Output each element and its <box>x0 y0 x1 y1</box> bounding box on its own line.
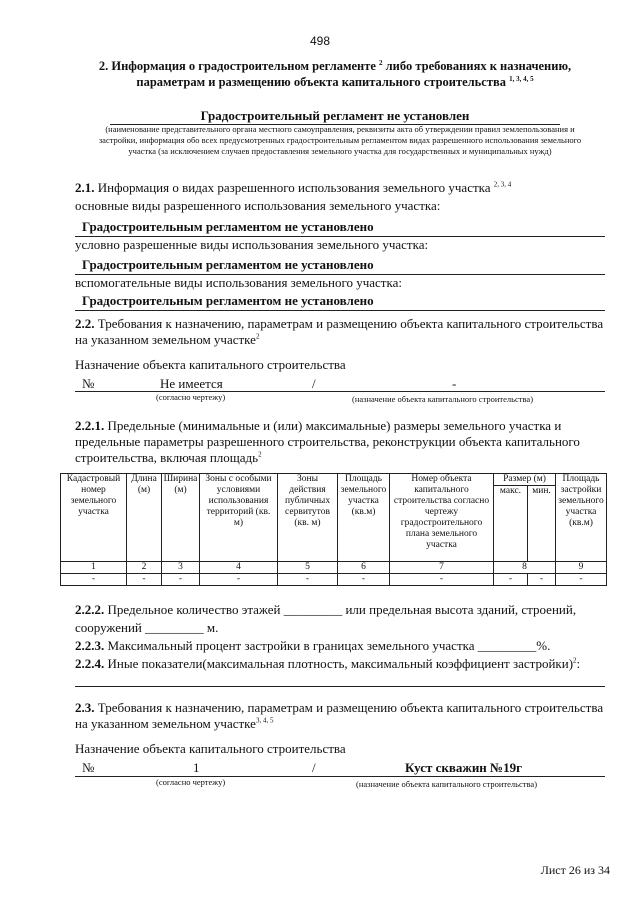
idx-cell: 7 <box>390 562 494 574</box>
section-2-2-4-text: Иные показатели(максимальная плотность, максимальный коэффициент застройки) <box>104 656 574 671</box>
auxiliary-uses-underline <box>75 310 605 311</box>
s23-purpose-underline <box>75 776 605 777</box>
idx-cell: 5 <box>278 562 338 574</box>
value-cell: - <box>528 574 556 586</box>
s23-note-purpose: (назначение объекта капитального строительства) <box>356 779 538 789</box>
section-2-3-sup: 3, 4, 5 <box>255 716 274 725</box>
section-2-2-1-num: 2.2.1. <box>75 418 105 433</box>
main-uses-label: основные виды разрешенного использования земельного участка: <box>75 198 441 213</box>
th-area: Площадь земельного участка (кв.м) <box>338 474 390 562</box>
value-cell: - <box>162 574 200 586</box>
s22-purpose-underline <box>75 391 605 392</box>
auxiliary-uses-value: Градостроительным регламентом не установлено <box>82 293 374 308</box>
s23-note-drawing: (согласно чертежу) <box>156 777 226 787</box>
th-zones: Зоны с особыми условиями использования территорий (кв. м) <box>200 474 278 562</box>
s22-purpose-label: Назначение объекта капитального строительства <box>75 357 346 372</box>
section-2-2-text1: Требования к назначению, параметрам и размещению объекта капитального строительства <box>94 316 604 331</box>
section-2-1-text: Информация о видах разрешенного использования земельного участка <box>94 180 491 195</box>
th-min: мин. <box>528 486 556 562</box>
section-2-sup1: 2 <box>379 58 383 67</box>
th-cadastral: Кадастровый номер земельного участка <box>61 474 127 562</box>
section-2-sup2: 1, 3, 4, 5 <box>509 74 534 83</box>
parameters-table <box>60 473 607 586</box>
conditional-uses-value: Градостроительным регламентом не установлено <box>82 257 374 272</box>
auxiliary-uses-label: вспомогательные виды использования земельного участка: <box>75 275 402 290</box>
section-2-3-num: 2.3. <box>75 700 95 715</box>
section-2-2-4 <box>75 656 580 672</box>
s23-purpose-value: Куст скважин №19г <box>405 760 523 775</box>
section-2-title-main: 2. Информация о градостроительном регламенте <box>98 59 376 73</box>
section-2-2-2-line2: сооружений _________ м. <box>75 620 219 635</box>
section-2-2-num: 2.2. <box>75 316 95 331</box>
section-2-2-3 <box>75 638 550 654</box>
idx-cell: 8 <box>494 562 556 574</box>
section-2-3-text1: Требования к назначению, параметрам и размещению объекта капитального строительства <box>94 700 604 715</box>
value-cell: - <box>278 574 338 586</box>
section-2-3-text2: на указанном земельном участке <box>75 716 256 731</box>
section-2-2-1-line1-text: Предельные (минимальные и (или) максимальные) размеры земельного участка и <box>104 418 562 433</box>
section-2-1-num: 2.1. <box>75 180 95 195</box>
section-2-2-sup: 2 <box>255 332 260 341</box>
th-easements: Зоны действия публичных сервитутов (кв. м) <box>278 474 338 562</box>
idx-cell: 9 <box>556 562 607 574</box>
idx-cell: 2 <box>127 562 162 574</box>
section-2-2-2-num: 2.2.2. <box>75 602 105 617</box>
section-2-2-4-end: : <box>576 656 581 671</box>
section-2-2-1-line3 <box>75 450 262 466</box>
th-max: макс. <box>494 486 528 562</box>
s22-note-purpose: (назначение объекта капитального строительства) <box>352 394 534 404</box>
th-object-no: Номер объекта капитального строительства согласно чертежу градостроительного плана земельного участка <box>390 474 494 562</box>
idx-cell: 1 <box>61 562 127 574</box>
th-length: Длина (м) <box>127 474 162 562</box>
section-2-2-1-line3-text: строительства, включая площадь <box>75 450 259 465</box>
section-2-2-2-text: Предельное количество этажей _________ или предельная высота зданий, строений, <box>104 602 577 617</box>
th-size: Размер (м) <box>494 474 556 486</box>
section-2-2-2-line1 <box>75 602 576 618</box>
section-2-title <box>90 58 580 90</box>
value-cell: - <box>127 574 162 586</box>
section-2-2-3-text: Максимальный процент застройки в границах земельного участка _________%. <box>104 638 551 653</box>
section-2-2-text2: на указанном земельном участке <box>75 332 256 347</box>
idx-cell: 4 <box>200 562 278 574</box>
th-width: Ширина (м) <box>162 474 200 562</box>
conditional-uses-label: условно разрешенные виды использования земельного участка: <box>75 237 429 252</box>
s22-no-value: Не имеется <box>160 376 223 391</box>
th-built-area: Площадь застройки земельного участка (кв.м) <box>556 474 607 562</box>
section-2-title-rest: либо требованиях к назначению, параметрам и размещению объекта капитального строительства <box>136 59 572 89</box>
s23-no-value: 1 <box>193 760 200 775</box>
section-2-3-line2 <box>75 716 273 732</box>
main-uses-value: Градостроительным регламентом не установлено <box>82 219 374 234</box>
section-2-3-line1 <box>75 700 615 716</box>
s22-note-drawing: (согласно чертежу) <box>156 392 226 402</box>
section-2-2-line1 <box>75 316 615 332</box>
section-2-2-1-line2: предельные параметры разрешенного строительства, реконструкции объекта капитального <box>75 434 580 449</box>
section-2-2-1-sup: 2 <box>258 450 262 459</box>
section-2-1-heading <box>75 180 615 196</box>
section-2-2-4-num: 2.2.4. <box>75 656 105 671</box>
value-cell: - <box>338 574 390 586</box>
s23-slash: / <box>312 760 316 775</box>
sheet-counter: Лист 26 из 34 <box>540 863 610 877</box>
section-2-2-4-sup: 2 <box>573 656 577 665</box>
value-cell: - <box>61 574 127 586</box>
value-cell: - <box>200 574 278 586</box>
section-2-2-line2 <box>75 332 259 348</box>
s23-no-label: № <box>82 760 95 775</box>
section-2-1-sup: 2, 3, 4 <box>493 180 512 189</box>
section-2-2-1-line1 <box>75 418 610 434</box>
page-number: 498 <box>309 34 331 48</box>
s22-no-label: № <box>82 376 95 391</box>
idx-cell: 3 <box>162 562 200 574</box>
s22-dash: - <box>452 376 457 391</box>
regulation-note: (наименование представительного органа местного самоуправления, реквизиты акта об утверждении правил землепользования и застройки, информация обо всех предусмотренных градостроительным регламентом видах разрешенного использования земельного участка (за исключением случаев предоставления земельного участка для государственных и муниципальных нужд) <box>98 124 582 156</box>
value-cell: - <box>390 574 494 586</box>
s22-slash: / <box>312 376 316 391</box>
idx-cell: 6 <box>338 562 390 574</box>
s23-purpose-label: Назначение объекта капитального строительства <box>75 741 346 756</box>
section-2-2-4-underline <box>75 686 605 687</box>
regulation-status: Градостроительный регламент не установлен <box>200 108 470 123</box>
value-cell: - <box>494 574 528 586</box>
section-2-2-3-num: 2.2.3. <box>75 638 105 653</box>
value-cell: - <box>556 574 607 586</box>
